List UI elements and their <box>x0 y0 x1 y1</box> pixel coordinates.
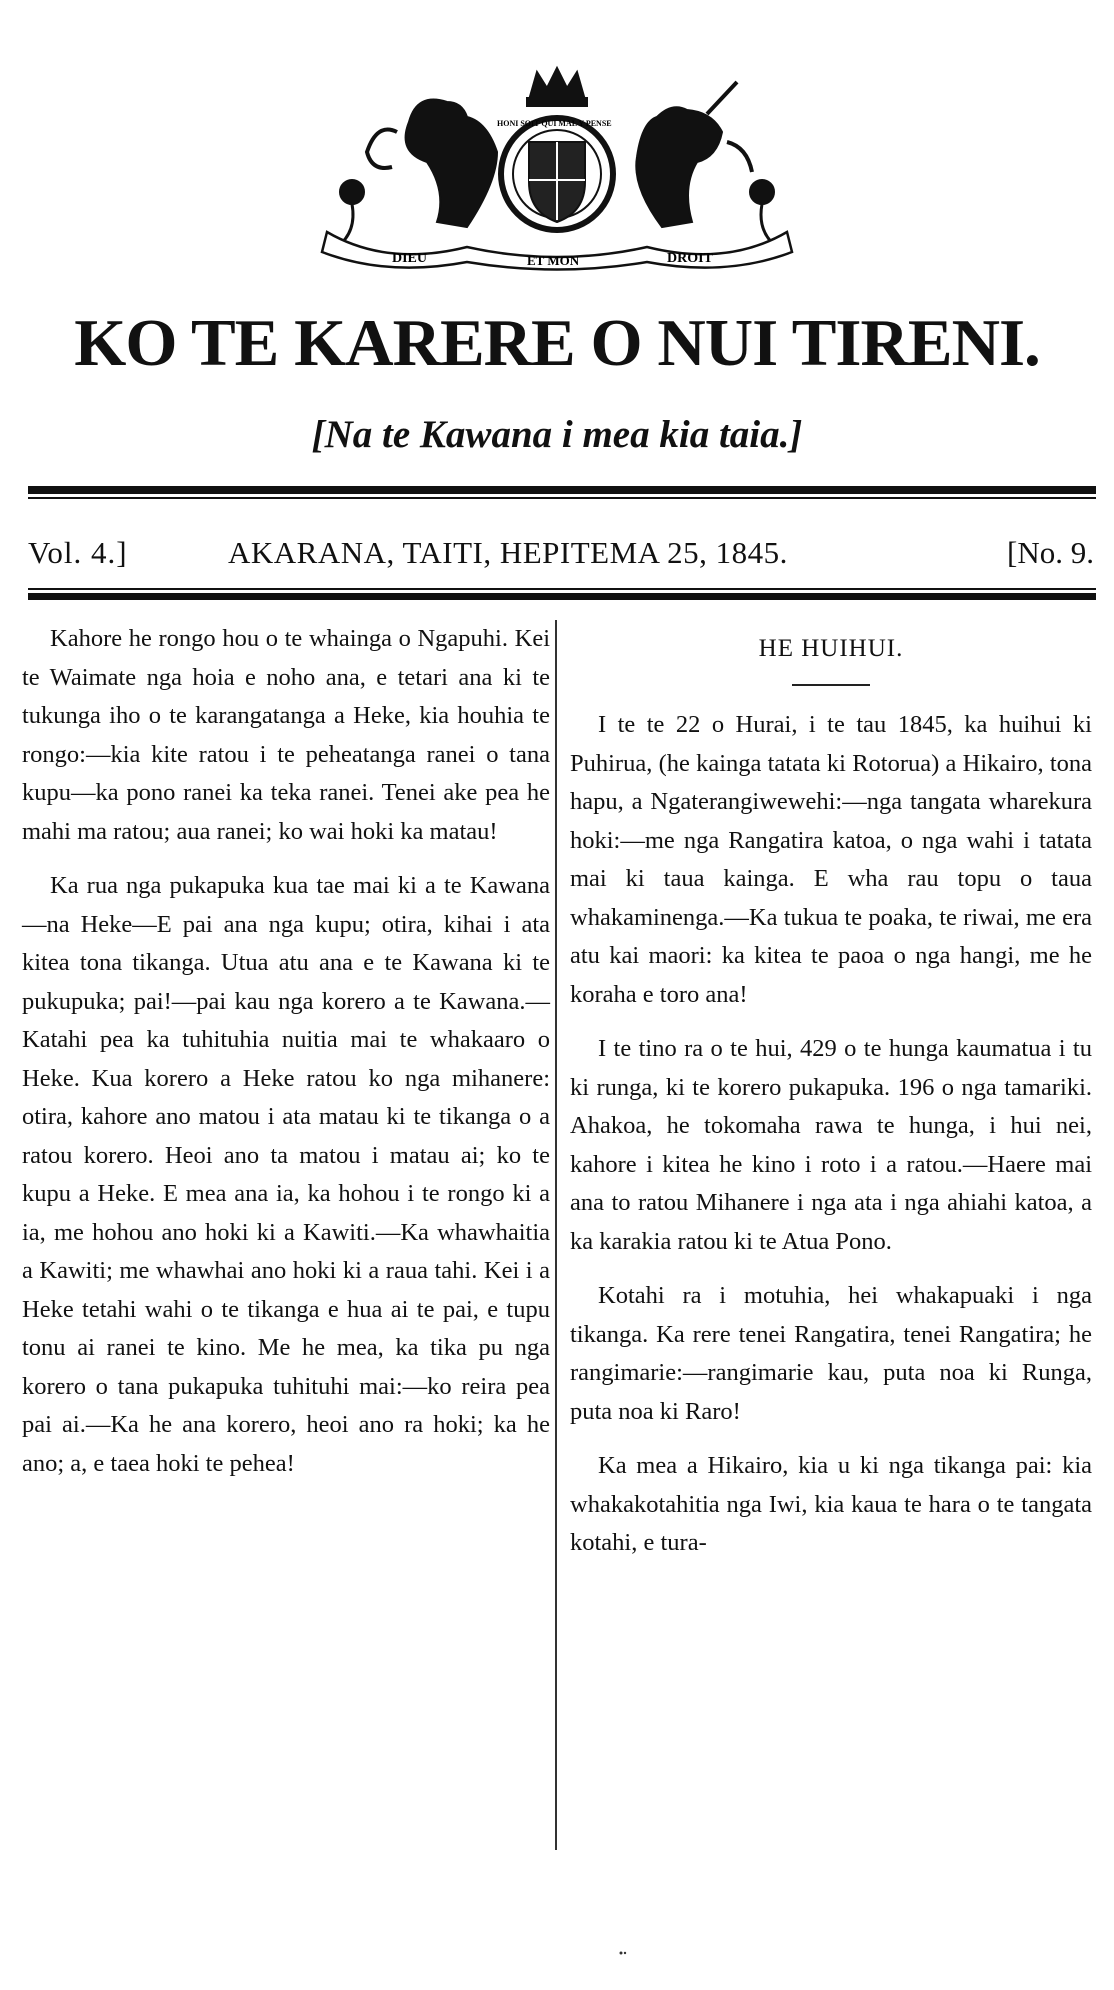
article-heading: HE HUIHUI. <box>758 635 904 662</box>
article-paragraph: Kahore he rongo hou o te whainga o Ngapuhi. Kei te Waimate nga hoia e noho ana, e tetari ana ki te tukunga iho o te karangatanga a Heke, kia houhia te rongo:—kia kite ratou i te peheatanga ranei o tana kupu—ka pono ranei ka teka ranei. Tenei ake pea he mahi ma ratou; aua ranei; ko wai hoki ka matau! <box>22 625 550 845</box>
place-date: AKARANA, TAITI, HEPITEMA 25, 1845. <box>228 535 788 570</box>
right-column <box>570 620 1092 1579</box>
motto-middle: ET MON <box>527 253 580 268</box>
top-thin-rule <box>28 497 1096 499</box>
garter-motto: HONI SOIT QUI MAL Y PENSE <box>497 119 612 128</box>
top-thick-rule <box>28 486 1096 494</box>
article-paragraph: I te tino ra o te hui, 429 o te hunga kaumatua i tu ki runga, ki te korero pukapuka. 196 o nga tamariki. Ahakoa, he tokomaha rawa te hunga, i hui nei, kahore i kitea he kino i roto i a ratou.—Haere mai ana to ratou Mihanere i nga ata i nga ahiahi katoa, a ka karakia ratou ki te Atua Pono. <box>570 1035 1092 1255</box>
issue-number: [No. 9. <box>1007 535 1094 570</box>
newspaper-subtitle: [Na te Kawana i mea kia taia.] <box>311 413 803 456</box>
left-column <box>22 620 550 1499</box>
volume-label: Vol. 4.] <box>28 535 128 570</box>
print-speck <box>618 1950 628 1956</box>
bottom-thin-rule <box>28 588 1096 590</box>
newspaper-title: KO TE KARERE O NUI TIRENI. <box>74 306 1040 380</box>
dateline <box>28 528 1096 578</box>
article-paragraph: Ka rua nga pukapuka kua tae mai ki a te Kawana—na Heke—E pai ana nga kupu; otira, kihai i ata kitea tona tikanga. Utua atu ana e te Kawana ki te pukupuka; pai!—pai kau nga korero a te Kawana.—Katahi pea ka tuhituhia nuitia mai te whakaaro o Heke. Kua korero a Heke ratou ko nga mihanere: otira, kahore ano matou i ata matau ki te tikanga o a ratou korero. Heoi ano ta matou i matau ai; ko te kupu a Heke. E mea ana ia, ka hohou i te rongo ki a ia, me hohou ano hoki ki a Kawiti.—Ka whawhaitia a Kawiti; me whawhai ano hoki ki a raua tahi. Kei i a Heke tetahi wahi o te tikanga e hua ai te pai, e tupu tonu ai ranei te kino. Me he mea, ka tika pu nga korero o tana pukapuka tuhituhi mai:—ko reira pea pai ai.—Ka he ana korero, heoi ano ra hoki; ka he ano; a, e taea hoki te pehea! <box>22 872 550 1477</box>
motto-right: DROIT <box>667 251 713 266</box>
column-divider <box>555 620 557 1850</box>
heading-rule <box>792 684 870 686</box>
motto-left: DIEU <box>392 251 428 266</box>
article-paragraph: Kotahi ra i motuhia, hei whakapuaki i nga tikanga. Ka rere tenei Rangatira, tenei Rangatira; he rangimarie:—rangimarie kau, puta noa ki Runga, puta noa ki Raro! <box>570 1282 1092 1425</box>
bottom-thick-rule <box>28 593 1096 600</box>
article-paragraph: Ka mea a Hikairo, kia u ki nga tikanga pai: kia whakakotahitia nga Iwi, kia kaua te hara o te tangata kotahi, e tura- <box>570 1452 1092 1556</box>
article-paragraph: I te te 22 o Hurai, i te tau 1845, ka huihui ki Puhirua, (he kainga tatata ki Rotorua) a Hikairo, tona hapu, a Ngaterangiwewehi:—nga tangata wharekura hoki:—me nga Rangatira katoa, o nga wahi i tatata mai ki taua kainga. E wha rau topu o taua whakaminenga.—Ka tukua te poaka, te riwai, me era atu kai maori: ka kitea te paoa o nga hangi, me he koraha e toro ana! <box>570 711 1092 1008</box>
royal-coat-of-arms <box>297 62 817 272</box>
